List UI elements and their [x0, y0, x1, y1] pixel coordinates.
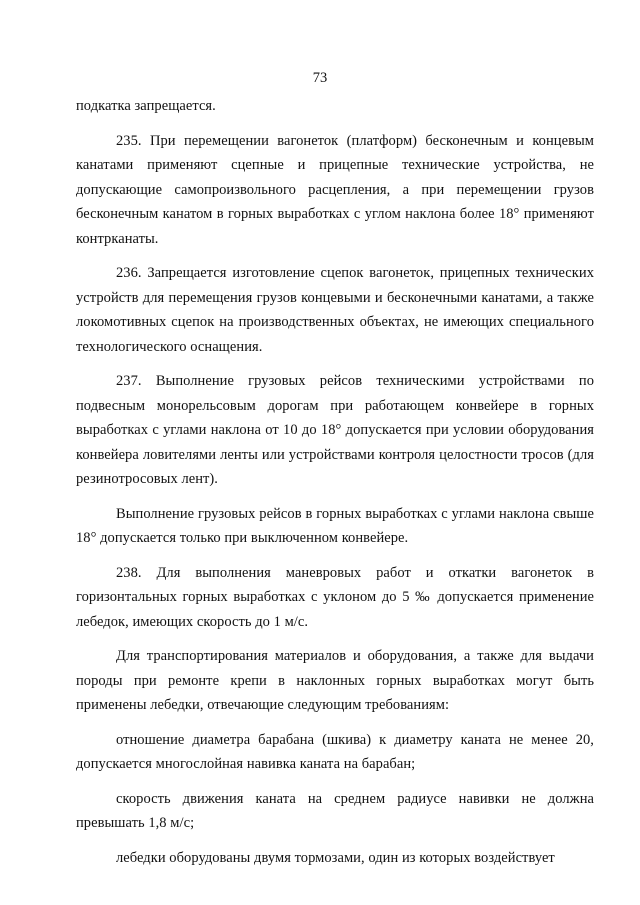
- paragraph-237: 237. Выполнение грузовых рейсов техническими устройствами по подвесным монорельсовым дорогам при работающем конвейере в горных выработках с углами наклона от 10 до 18° допускается при условии оборудования конвейера ловителями ленты или устройствами контроля целостности тросов (для резинотросовых лент).: [76, 373, 594, 487]
- requirement-drum-ratio: отношение диаметра барабана (шкива) к диаметру каната не менее 20, допускается многослойная навивка каната на барабан;: [76, 731, 594, 772]
- paragraph-237-second: Выполнение грузовых рейсов в горных выработках с углами наклона свыше 18° допускается только при выключенном конвейере.: [76, 505, 594, 546]
- paragraph-continuation: подкатка запрещается.: [76, 98, 216, 114]
- requirement-brakes: лебедки оборудованы двумя тормозами, один из которых воздействует: [116, 849, 555, 866]
- paragraph-238: 238. Для выполнения маневровых работ и откатки вагонеток в горизонтальных горных выработках с уклоном до 5 ‰ допускается применение лебедок, имеющих скорость до 1 м/с.: [76, 564, 594, 630]
- document-body: [76, 94, 594, 880]
- paragraph-236: 236. Запрещается изготовление сцепок вагонеток, прицепных технических устройств для перемещения грузов концевыми и бесконечными канатами, а также локомотивных сцепок на производственных объектах, не имеющих специального технологического оснащения.: [76, 265, 594, 355]
- paragraph-238-lebedki: Для транспортирования материалов и оборудования, а также для выдачи породы при ремонте крепи в наклонных горных выработках могут быть применены лебедки, отвечающие следующим требованиям:: [76, 648, 594, 713]
- paragraph-235: 235. При перемещении вагонеток (платформ) бесконечным и концевым канатами применяют сцепные и прицепные технические устройства, не допускающие самопроизвольного расцепления, а при перемещении грузов бесконечным канатом в горных выработках с углом наклона более 18° применяют контрканаты.: [76, 132, 594, 247]
- requirement-rope-speed: скорость движения каната на среднем радиусе навивки не должна превышать 1,8 м/с;: [76, 790, 594, 831]
- page-number: 73: [312, 70, 328, 86]
